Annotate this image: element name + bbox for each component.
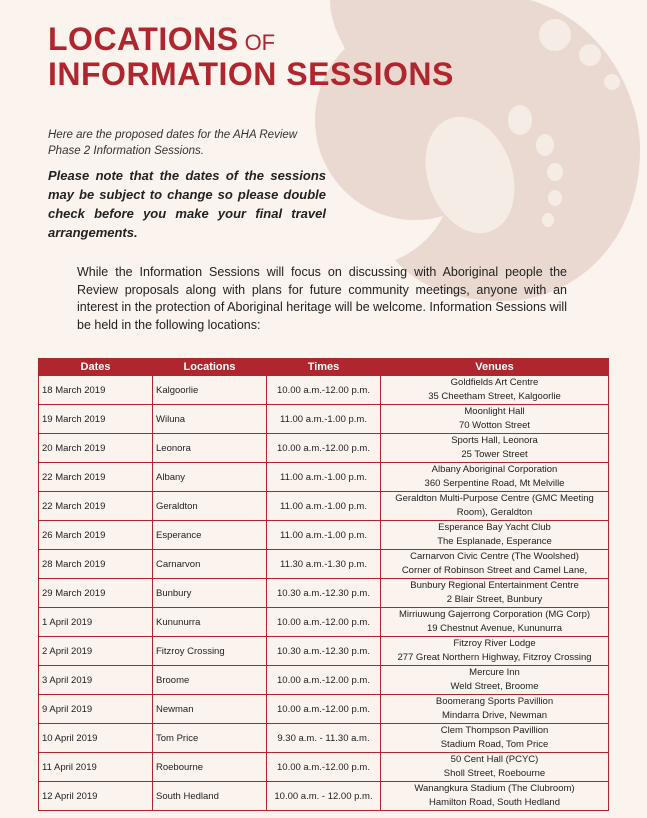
cell-location: Bunbury: [153, 579, 267, 608]
table-row: [39, 434, 609, 463]
venue-address: The Esplanade, Esperance: [437, 536, 552, 547]
cell-location: Newman: [153, 695, 267, 724]
cell-date: 9 April 2019: [39, 695, 153, 724]
cell-venue: [381, 753, 609, 782]
venue-name: Carnarvon Civic Centre (The Woolshed): [410, 551, 579, 563]
cell-location: Geraldton: [153, 492, 267, 521]
venue-name: Moonlight Hall: [464, 406, 525, 418]
intro-text: Here are the proposed dates for the AHA Review Phase 2 Information Sessions.: [48, 129, 298, 157]
cell-time: 9.30 a.m. - 11.30 a.m.: [267, 724, 381, 753]
table-row: [39, 550, 609, 579]
cell-date: 2 April 2019: [39, 637, 153, 666]
cell-location: Kalgoorlie: [153, 376, 267, 405]
venue-address: 19 Chestnut Avenue, Kununurra: [426, 623, 563, 634]
venue-address: 35 Cheetham Street, Kalgoorlie: [428, 391, 561, 402]
cell-date: 18 March 2019: [39, 376, 153, 405]
cell-venue: [381, 724, 609, 753]
cell-location: Wiluna: [153, 405, 267, 434]
cell-time: 11.00 a.m.-1.00 p.m.: [267, 521, 381, 550]
table-row: [39, 521, 609, 550]
venue-name: 50 Cent Hall (PCYC): [450, 754, 539, 766]
title-of: OF: [244, 30, 276, 55]
table-row: [39, 695, 609, 724]
venue-address: 25 Tower Street: [461, 449, 528, 460]
venue-name: Wanangkura Stadium (The Clubroom): [414, 783, 575, 795]
cell-date: 19 March 2019: [39, 405, 153, 434]
table-row: [39, 608, 609, 637]
cell-location: Carnarvon: [153, 550, 267, 579]
cell-venue: [381, 521, 609, 550]
cell-venue: [381, 376, 609, 405]
cell-time: 10.00 a.m.-12.00 p.m.: [267, 434, 381, 463]
table-row: [39, 782, 609, 811]
cell-venue: [381, 782, 609, 811]
title-line2: INFORMATION SESSIONS: [48, 56, 454, 93]
cell-venue: [381, 405, 609, 434]
venue-name: Mercure Inn: [469, 667, 520, 679]
change-notice: Please note that the dates of the sessions may be subject to change so please double check before you make your final travel arrangements.: [48, 168, 326, 240]
table-row: [39, 376, 609, 405]
cell-time: 10.00 a.m.-12.00 p.m.: [267, 695, 381, 724]
table-row: [39, 405, 609, 434]
cell-date: 10 April 2019: [39, 724, 153, 753]
cell-venue: [381, 666, 609, 695]
cell-location: Fitzroy Crossing: [153, 637, 267, 666]
venue-address: 2 Blair Street, Bunbury: [446, 594, 543, 605]
venue-name: Bunbury Regional Entertainment Centre: [410, 580, 579, 592]
cell-date: 20 March 2019: [39, 434, 153, 463]
cell-date: 1 April 2019: [39, 608, 153, 637]
venue-address: Corner of Robinson Street and Camel Lane,: [401, 565, 588, 576]
cell-date: 22 March 2019: [39, 463, 153, 492]
cell-time: 11.30 a.m.-1.30 p.m.: [267, 550, 381, 579]
title-main: LOCATIONS: [48, 21, 239, 57]
cell-venue: [381, 492, 609, 521]
cell-date: 26 March 2019: [39, 521, 153, 550]
venue-address: 70 Wotton Street: [458, 420, 531, 431]
venue-name: Fitzroy River Lodge: [453, 638, 536, 650]
cell-location: Broome: [153, 666, 267, 695]
venue-name: Albany Aboriginal Corporation: [431, 464, 558, 476]
venue-address: Weld Street, Broome: [450, 681, 539, 692]
table-header-row: [39, 359, 609, 376]
description-paragraph: While the Information Sessions will focus on discussing with Aboriginal people the Review proposals along with plans for future community meetings, anyone with an interest in the protection of Aboriginal heritage will be welcome. Information Sessions will be held in the following locations:: [77, 265, 567, 332]
venue-address: 277 Great Northern Highway, Fitzroy Crossing: [397, 652, 592, 663]
venue-name: Esperance Bay Yacht Club: [438, 522, 551, 534]
cell-venue: [381, 550, 609, 579]
page-title: [48, 22, 454, 92]
cell-location: Kununurra: [153, 608, 267, 637]
venue-name: Clem Thompson Pavillion: [440, 725, 549, 737]
cell-location: Roebourne: [153, 753, 267, 782]
header-venues: Venues: [381, 359, 609, 376]
table-row: [39, 753, 609, 782]
venue-name: Mirriuwung Gajerrong Corporation (MG Corp): [398, 609, 591, 621]
cell-time: 10.00 a.m. - 12.00 p.m.: [267, 782, 381, 811]
venue-address: Sholl Street, Roebourne: [443, 768, 546, 779]
cell-location: Tom Price: [153, 724, 267, 753]
cell-location: Albany: [153, 463, 267, 492]
table-row: [39, 463, 609, 492]
cell-venue: [381, 434, 609, 463]
cell-time: 11.00 a.m.-1.00 p.m.: [267, 492, 381, 521]
cell-time: 10.00 a.m.-12.00 p.m.: [267, 376, 381, 405]
table-row: [39, 724, 609, 753]
cell-venue: [381, 608, 609, 637]
header-locations: Locations: [153, 359, 267, 376]
venue-address: Mindarra Drive, Newman: [441, 710, 548, 721]
cell-date: 11 April 2019: [39, 753, 153, 782]
cell-time: 10.00 a.m.-12.00 p.m.: [267, 608, 381, 637]
cell-venue: [381, 695, 609, 724]
cell-venue: [381, 463, 609, 492]
venue-name: Boomerang Sports Pavillion: [435, 696, 554, 708]
cell-location: Esperance: [153, 521, 267, 550]
cell-date: 3 April 2019: [39, 666, 153, 695]
table-row: [39, 579, 609, 608]
cell-time: 11.00 a.m.-1.00 p.m.: [267, 463, 381, 492]
venue-address: Room), Geraldton: [456, 507, 533, 518]
table-row: [39, 637, 609, 666]
sessions-table: [38, 358, 609, 811]
table-row: [39, 492, 609, 521]
venue-name: Geraldton Multi-Purpose Centre (GMC Meeting: [395, 493, 594, 505]
header-times: Times: [267, 359, 381, 376]
venue-address: Hamilton Road, South Hedland: [429, 797, 560, 808]
cell-location: Leonora: [153, 434, 267, 463]
cell-time: 10.00 a.m.-12.00 p.m.: [267, 753, 381, 782]
cell-location: South Hedland: [153, 782, 267, 811]
table-row: [39, 666, 609, 695]
venue-address: 360 Serpentine Road, Mt Melville: [424, 478, 565, 489]
cell-venue: [381, 579, 609, 608]
cell-time: 10.30 a.m.-12.30 p.m.: [267, 637, 381, 666]
cell-time: 10.30 a.m.-12.30 p.m.: [267, 579, 381, 608]
venue-name: Goldfields Art Centre: [450, 377, 539, 389]
cell-date: 29 March 2019: [39, 579, 153, 608]
venue-name: Sports Hall, Leonora: [451, 435, 538, 447]
cell-venue: [381, 637, 609, 666]
cell-date: 22 March 2019: [39, 492, 153, 521]
cell-time: 11.00 a.m.-1.00 p.m.: [267, 405, 381, 434]
cell-time: 10.00 a.m.-12.00 p.m.: [267, 666, 381, 695]
cell-date: 12 April 2019: [39, 782, 153, 811]
venue-address: Stadium Road, Tom Price: [440, 739, 549, 750]
header-dates: Dates: [39, 359, 153, 376]
cell-date: 28 March 2019: [39, 550, 153, 579]
